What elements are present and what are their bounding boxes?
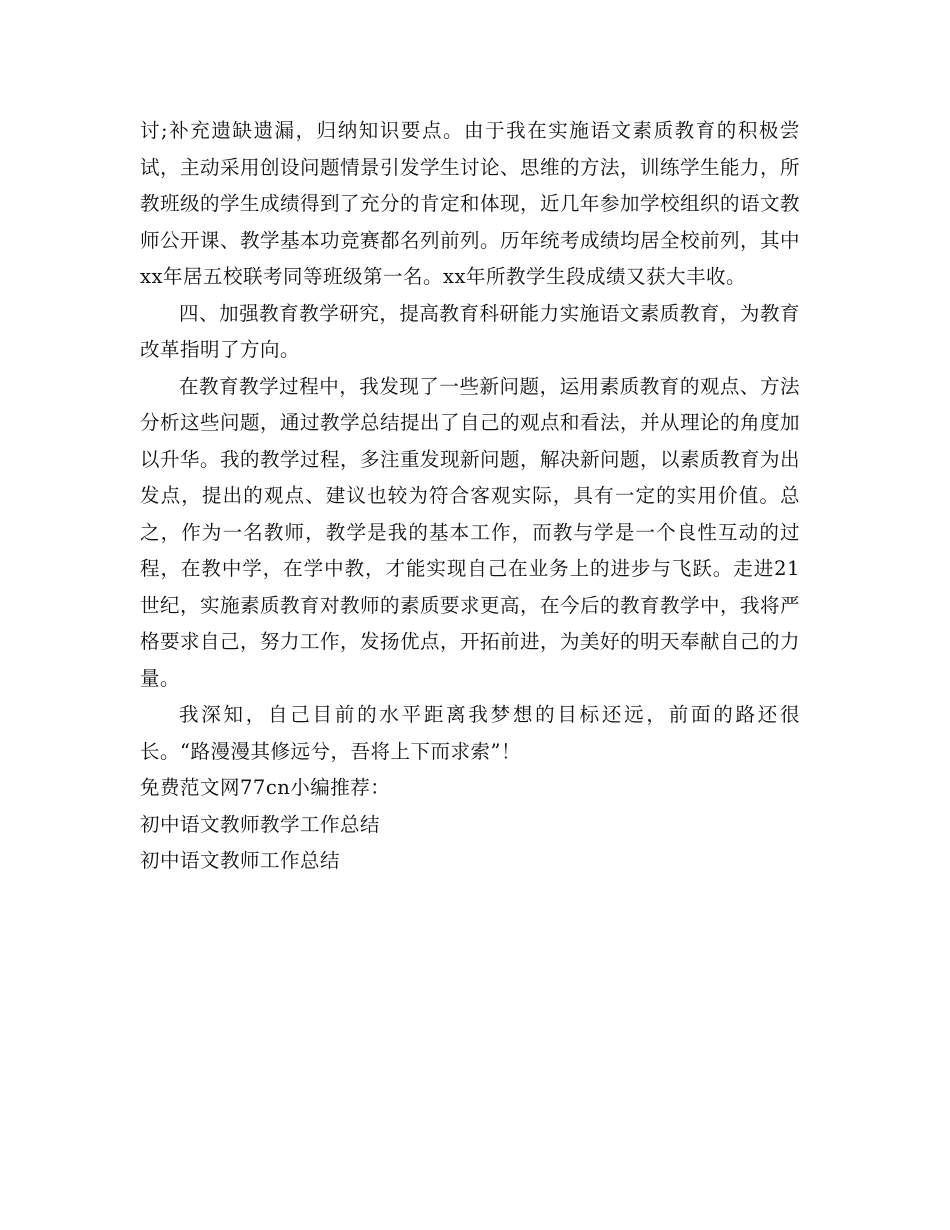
paragraph-continued: 讨;补充遗缺遗漏，归纳知识要点。由于我在实施语文素质教育的积极尝试，主动采用创设问题情景引发学生讨论、思维的方法，训练学生能力，所教班级的学生成绩得到了充分的肯定和体现，近几年参加学校组织的语文教师公开课、教学基本功竞赛都名列前列。历年统考成绩均居全校前列，其中xx年居五校联考同等班级第一名。xx年所教学生段成绩又获大丰收。: [140, 119, 801, 288]
paragraph-section-four-heading: 四、加强教育教学研究，提高教育科研能力实施语文素质教育，为教育改革指明了方向。: [140, 301, 800, 361]
recommend-label: 免费范文网77cn小编推荐：: [140, 776, 391, 799]
recommend-link-teaching-summary[interactable]: 初中语文教师教学工作总结: [140, 812, 381, 836]
document-body: [140, 113, 800, 880]
recommend-link-work-summary[interactable]: 初中语文教师工作总结: [140, 849, 341, 872]
paragraph-closing: 我深知，自己目前的水平距离我梦想的目标还远，前面的路还很长。“路漫漫其修远兮，吾将上下而求索”！: [140, 703, 800, 763]
paragraph-research-summary: 在教育教学过程中，我发现了一些新问题，运用素质教育的观点、方法分析这些问题，通过教学总结提出了自己的观点和看法，并从理论的角度加以升华。我的教学过程，多注重发现新问题，解决新问题，以素质教育为出发点，提出的观点、建议也较为符合客观实际，具有一定的实用价值。总之，作为一名教师，教学是我的基本工作，而教与学是一个良性互动的过程，在教中学，在学中教，才能实现自己在业务上的进步与飞跃。走进21世纪，实施素质教育对教师的素质要求更高，在今后的教育教学中，我将严格要求自己，努力工作，发扬优点，开拓前进，为美好的明天奉献自己的力量。: [140, 374, 801, 690]
